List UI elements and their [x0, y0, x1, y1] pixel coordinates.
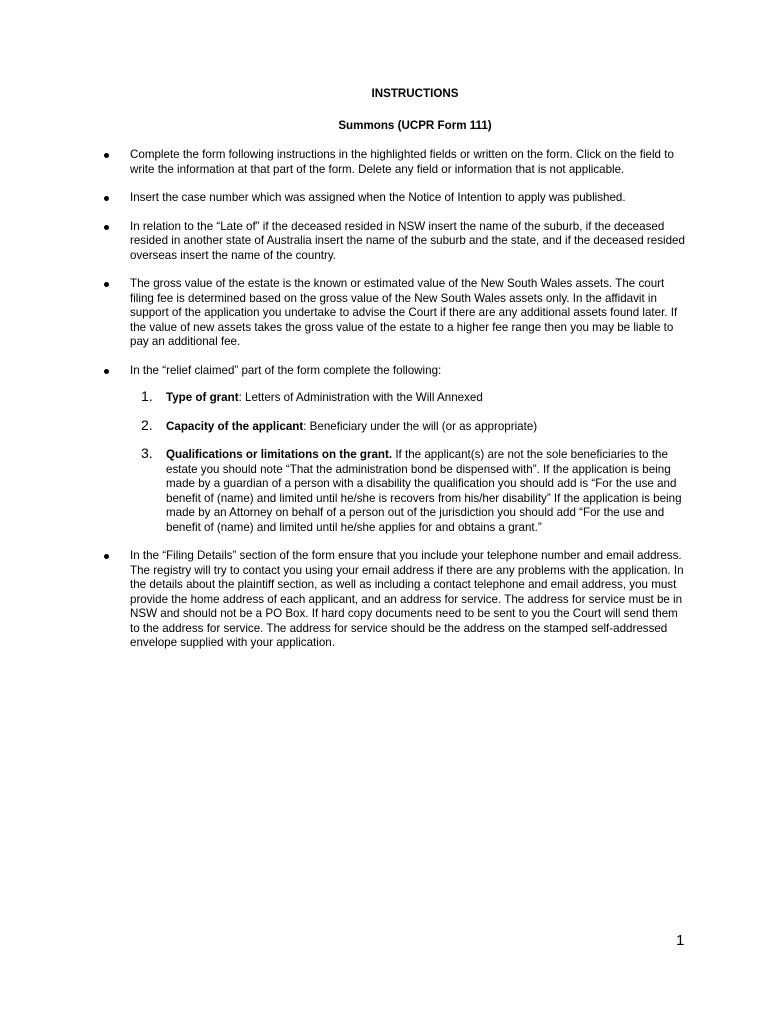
bullet-text: Complete the form following instructions in the highlighted fields or written on the form. Click on the field to write the information at that part of the form. Delete any field or information that is not applicable.	[130, 148, 674, 176]
item-number: 1.	[141, 388, 153, 404]
list-item	[100, 277, 690, 350]
instruction-list	[100, 148, 690, 665]
item-label: Capacity of the applicant	[166, 419, 304, 433]
item-text: If the applicant(s) are not the sole beneficiaries to the estate you should note “That the administration bond be dispensed with”. If the application is being made by a guardian of a person with a disability the qualification you should add is “For the use and benefit of (name) and limited until he/she is recovers from his/her disability” If the application is being made by an Attorney on behalf of a person out of the jurisdiction you should add “For the use and benefit of (name) and limited until he/she applies for and obtains a grant.”	[166, 448, 682, 534]
list-item	[100, 220, 690, 264]
bullet-text: In the “relief claimed” part of the form complete the following:	[130, 363, 442, 377]
bullet-icon	[104, 225, 109, 230]
item-text: : Letters of Administration with the Will Annexed	[238, 391, 483, 404]
list-item	[100, 549, 690, 651]
bullet-icon	[104, 153, 109, 158]
numbered-item	[130, 388, 690, 406]
list-item	[100, 191, 690, 206]
bullet-icon	[104, 282, 109, 287]
document-subheading: Summons (UCPR Form 111)	[338, 119, 492, 132]
numbered-item	[130, 445, 690, 535]
list-item	[100, 364, 690, 536]
document-heading: INSTRUCTIONS	[371, 87, 459, 100]
bullet-icon	[104, 554, 109, 559]
item-label: Qualifications or limitations on the grant.	[166, 448, 393, 461]
page-number: 1	[676, 932, 685, 949]
bullet-text: The gross value of the estate is the known or estimated value of the New South Wales assets. The court filing fee is determined based on the gross value of the New South Wales assets only. In the affidavit in support of the application you undertake to advise the Court if there are any additional assets found later. If the value of new assets takes the gross value of the estate to a higher fee range then you may be liable to pay an additional fee.	[130, 277, 678, 348]
bullet-text: In the “Filing Details” section of the form ensure that you include your telephone number and email address. The registry will try to contact you using your email address if there are any problems with the application. In the details about the plaintiff section, as well as including a contact telephone and email address, you must provide the home address of each applicant, and an address for service. The address for service must be in NSW and should not be a PO Box. If hard copy documents need to be sent to you the Court will send them to the address for service. The address for service should be the address on the stamped self-addressed envelope supplied with your application.	[130, 549, 684, 649]
bullet-text: Insert the case number which was assigned when the Notice of Intention to apply was published.	[130, 191, 626, 204]
item-number: 2.	[141, 416, 153, 433]
numbered-item	[130, 416, 690, 435]
item-number: 3.	[141, 445, 153, 461]
bullet-icon	[104, 196, 109, 201]
list-item	[100, 148, 690, 177]
bullet-text: In relation to the “Late of” if the deceased resided in NSW insert the name of the suburb, if the deceased resided in another state of Australia insert the name of the suburb and the state, and if the deceased resided overseas insert the name of the country.	[130, 219, 685, 262]
item-label: Type of grant	[166, 391, 239, 404]
item-text: : Beneficiary under the will (or as appropriate)	[303, 419, 538, 433]
relief-claimed-list	[130, 388, 690, 535]
bullet-icon	[104, 369, 109, 374]
